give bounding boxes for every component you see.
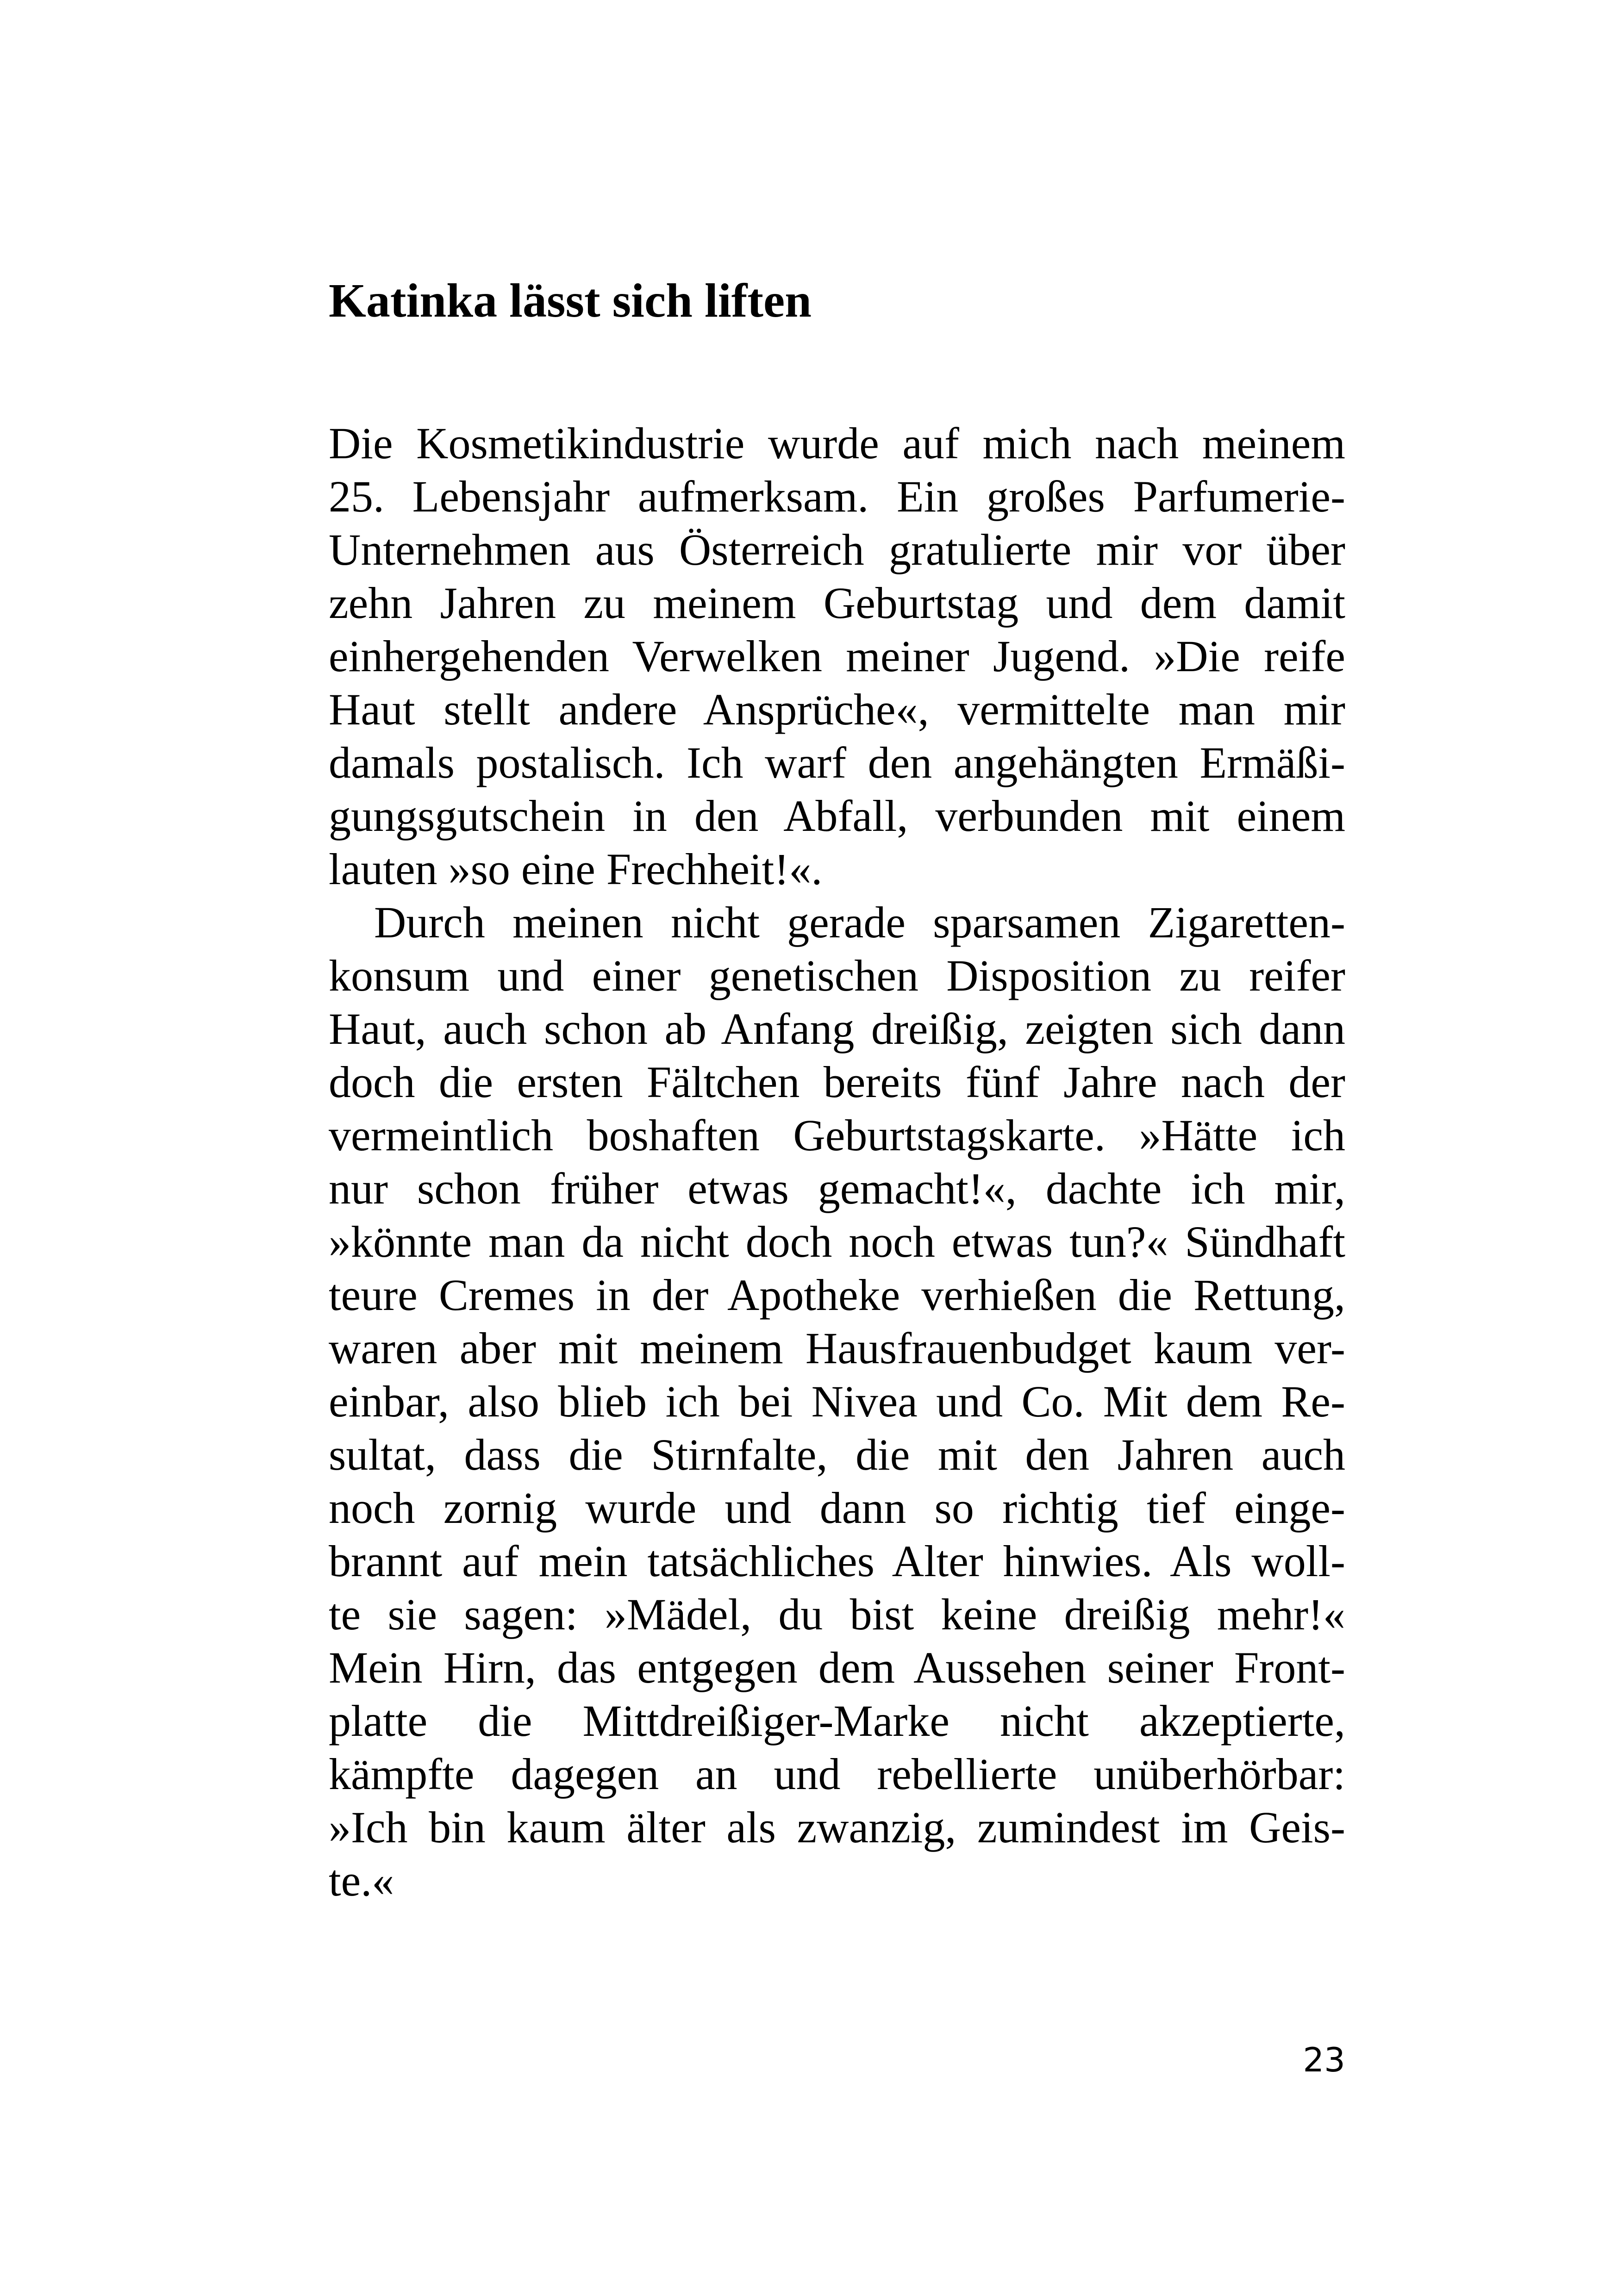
text-line: platte die Mittdreißiger-Marke nicht akzeptierte,: [329, 1696, 1345, 1746]
text-line: te.«: [329, 1856, 394, 1905]
text-line: nur schon früher etwas gemacht!«, dachte ich mir,: [329, 1164, 1345, 1213]
text-line: »Ich bin kaum älter als zwanzig, zumindest im Geis-: [329, 1802, 1345, 1852]
text-line: 25. Lebensjahr aufmerksam. Ein großes Parfumerie-: [329, 472, 1345, 521]
text-line: lauten »so eine Frechheit!«.: [329, 844, 823, 894]
text-line: kämpfte dagegen an und rebellierte unüberhörbar:: [329, 1749, 1345, 1799]
text-line: Unternehmen aus Österreich gratulierte mir vor über: [329, 525, 1345, 574]
text-line: vermeintlich boshaften Geburtstagskarte. »Hätte ich: [329, 1110, 1345, 1160]
text-line: zehn Jahren zu meinem Geburtstag und dem damit: [329, 578, 1345, 628]
text-line: Haut, auch schon ab Anfang dreißig, zeigten sich dann: [329, 1004, 1345, 1054]
text-line: Mein Hirn, das entgegen dem Aussehen seiner Front-: [329, 1643, 1345, 1692]
page-number: 23: [1303, 2040, 1345, 2079]
text-line: Haut stellt andere Ansprüche«, vermittelte man mir: [329, 685, 1345, 734]
text-line: brannt auf mein tatsächliches Alter hinwies. Als woll-: [329, 1536, 1345, 1586]
text-line: einbar, also blieb ich bei Nivea und Co. Mit dem Re-: [329, 1377, 1345, 1426]
text-line: te sie sagen: »Mädel, du bist keine dreißig mehr!«: [329, 1590, 1345, 1639]
text-line: gungsgutschein in den Abfall, verbunden mit einem: [329, 791, 1345, 841]
text-line: sultat, dass die Stirnfalte, die mit den Jahren auch: [329, 1430, 1345, 1479]
text-line: »könnte man da nicht doch noch etwas tun?« Sündhaft: [329, 1217, 1345, 1266]
text-line: konsum und einer genetischen Disposition zu reifer: [329, 951, 1345, 1000]
chapter-title: Katinka lässt sich liften: [329, 274, 812, 327]
text-line: waren aber mit meinem Hausfrauenbudget kaum ver-: [329, 1323, 1345, 1373]
text-line: Durch meinen nicht gerade sparsamen Zigaretten-: [374, 898, 1345, 947]
paragraph: [329, 417, 1345, 896]
text-line: damals postalisch. Ich warf den angehängten Ermäßi-: [329, 738, 1345, 787]
text-line: doch die ersten Fältchen bereits fünf Jahre nach der: [329, 1057, 1345, 1107]
text-line: teure Cremes in der Apotheke verhießen die Rettung,: [329, 1270, 1345, 1320]
paragraph: [329, 896, 1345, 1907]
text-line: Die Kosmetikindustrie wurde auf mich nach meinem: [329, 418, 1345, 468]
chapter-body: [329, 417, 1345, 1907]
text-line: einhergehenden Verwelken meiner Jugend. »Die reife: [329, 631, 1345, 681]
text-line: noch zornig wurde und dann so richtig tief einge-: [329, 1483, 1345, 1533]
